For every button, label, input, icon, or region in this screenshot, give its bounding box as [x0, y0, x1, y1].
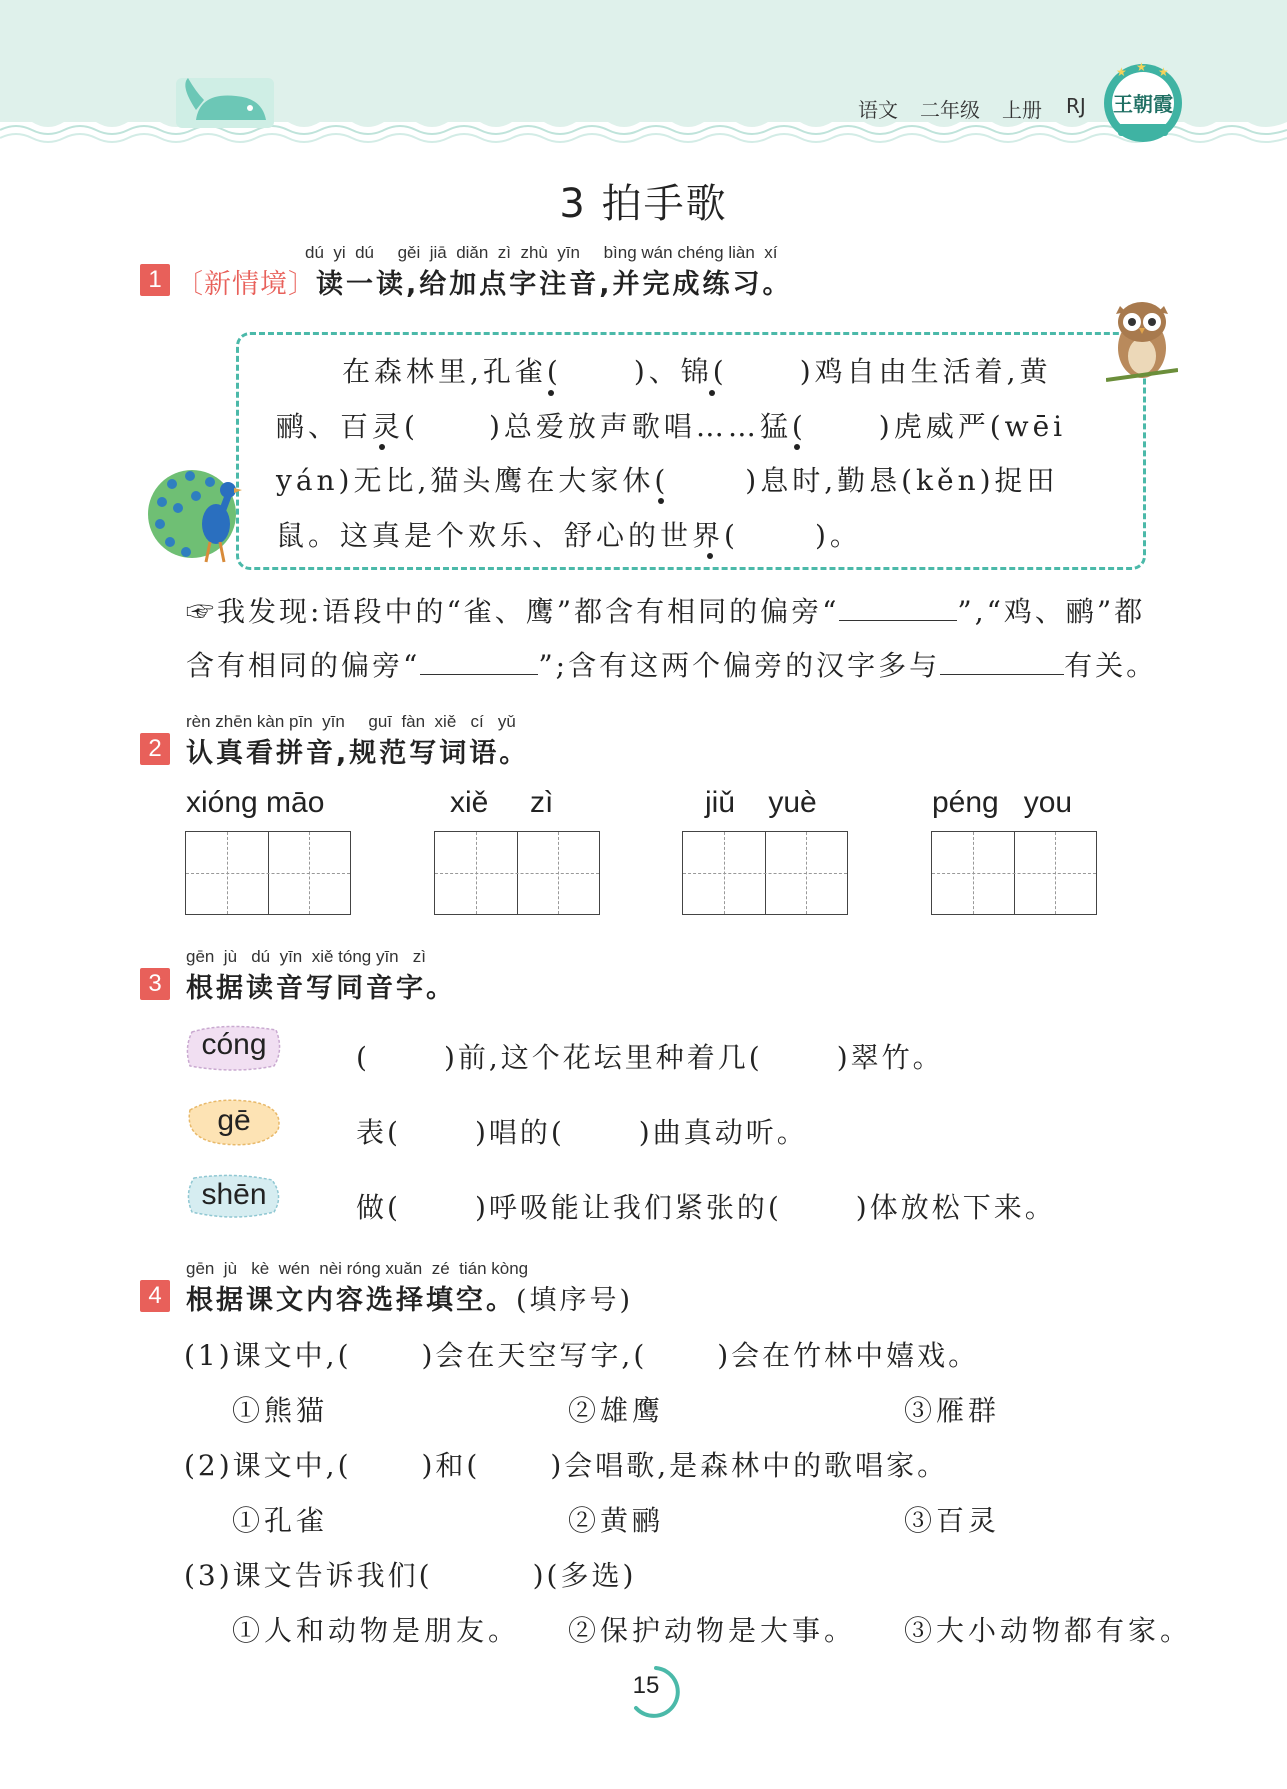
peacock-icon: [146, 462, 252, 566]
page-title: 3 拍手歌: [559, 181, 728, 227]
option[interactable]: ②黄鹂: [568, 1504, 665, 1537]
brand-name: 王朝霞: [1113, 92, 1173, 116]
finding-line-1: ☞我发现:语段中的“雀、鹰”都含有相同的偏旁“ ”,“鸡、鹂”都: [186, 590, 1145, 630]
option[interactable]: ②保护动物是大事。: [568, 1614, 857, 1647]
q4-text: 根据课文内容选择填空。: [186, 1285, 516, 1316]
q2-number: 2: [140, 733, 170, 765]
q4-sub3: (3)课文告诉我们( )(多选): [184, 1559, 637, 1592]
q4-note: (填序号): [516, 1285, 634, 1316]
answer-blank[interactable]: [839, 592, 957, 621]
writing-grid[interactable]: [931, 831, 1097, 915]
word-pinyin: xiě zì: [450, 786, 554, 819]
writing-grid[interactable]: [434, 831, 600, 915]
sound-label: gē: [217, 1104, 251, 1137]
sound-label: cóng: [201, 1028, 267, 1061]
option[interactable]: ③大小动物都有家。: [904, 1614, 1193, 1647]
passage-line-3: yán)无比,猫头鹰在大家休( )息时,勤恳(kěn)捉田: [276, 464, 1059, 497]
word-pinyin: péng you: [932, 786, 1073, 819]
q1-text: 读一读,给加点字注音,并完成练习。: [316, 269, 793, 300]
sound-label: shēn: [201, 1178, 267, 1211]
emphasis-dot: [707, 553, 713, 559]
pointing-hand-icon: ☞: [186, 595, 218, 628]
q3-pinyin: gēn jù dú yīn xiě tóng yīn zì: [186, 947, 427, 966]
emphasis-dot: [379, 444, 385, 450]
q1-instruction: [176, 262, 793, 301]
svg-text:★: ★: [1136, 62, 1147, 74]
writing-grid[interactable]: [185, 831, 351, 915]
header-subject: 语文: [858, 98, 898, 122]
q1-tag: 〔新情境〕: [176, 269, 316, 300]
q4-sub1: (1)课文中,( )会在天空写字,( )会在竹林中嬉戏。: [184, 1339, 980, 1372]
header-volume: 上册: [1002, 98, 1042, 122]
emphasis-dot: [709, 390, 715, 396]
word-pinyin: jiǔ yuè: [705, 786, 817, 819]
header-band: [0, 0, 1287, 150]
header-edition: RJ: [1066, 94, 1086, 118]
answer-blank[interactable]: [420, 646, 538, 675]
option[interactable]: ③百灵: [904, 1504, 1001, 1537]
emphasis-dot: [658, 498, 664, 504]
option[interactable]: ①孔雀: [232, 1504, 329, 1537]
homophone-line-3: 做( )呼吸能让我们紧张的( )体放松下来。: [356, 1191, 1056, 1224]
q1-number: 1: [140, 264, 170, 296]
header-grade: 二年级: [920, 98, 980, 122]
q3-text: 根据读音写同音字。: [186, 973, 456, 1004]
q2-text: 认真看拼音,规范写词语。: [186, 738, 530, 769]
homophone-line-1: ( )前,这个花坛里种着几( )翠竹。: [356, 1041, 944, 1074]
q2-pinyin: rèn zhēn kàn pīn yīn guī fàn xiě cí yǔ: [186, 712, 516, 731]
homophone-line-2: 表( )唱的( )曲真动听。: [356, 1116, 808, 1149]
word-pinyin: xióng māo: [186, 786, 325, 819]
finding-line-2: 含有相同的偏旁“ ”;含有这两个偏旁的汉字多与 有关。: [186, 644, 1157, 684]
emphasis-dot: [794, 444, 800, 450]
whale-icon: [176, 78, 274, 128]
option[interactable]: ①人和动物是朋友。: [232, 1614, 521, 1647]
q3-number: 3: [140, 968, 170, 1000]
q4-number: 4: [140, 1280, 170, 1312]
passage-line-1: 在森林里,孔雀( )、锦( )鸡自由生活着,黄: [342, 355, 1052, 388]
page-number: 15: [632, 1672, 660, 1699]
passage-line-2: 鹂、百灵( )总爱放声歌唱……猛( )虎威严(wēi: [276, 410, 1067, 443]
svg-text:★: ★: [1116, 65, 1127, 79]
option[interactable]: ②雄鹰: [568, 1394, 665, 1427]
q4-sub2: (2)课文中,( )和( )会唱歌,是森林中的歌唱家。: [184, 1449, 949, 1482]
q4-instruction: [186, 1278, 633, 1317]
writing-grid[interactable]: [682, 831, 848, 915]
option[interactable]: ③雁群: [904, 1394, 1001, 1427]
emphasis-dot: [548, 390, 554, 396]
owl-icon: [1106, 296, 1178, 388]
answer-blank[interactable]: [940, 646, 1064, 675]
q1-pinyin: dú yi dú gěi jiā diǎn zì zhù yīn bìng wán chéng liàn xí: [305, 243, 778, 262]
q4-pinyin: gēn jù kè wén nèi róng xuǎn zé tián kòng: [186, 1259, 529, 1278]
option[interactable]: ①熊猫: [232, 1394, 329, 1427]
svg-text:★: ★: [1158, 65, 1169, 79]
passage-line-4: 鼠。这真是个欢乐、舒心的世界( )。: [276, 519, 862, 552]
brand-badge: [1102, 62, 1184, 144]
